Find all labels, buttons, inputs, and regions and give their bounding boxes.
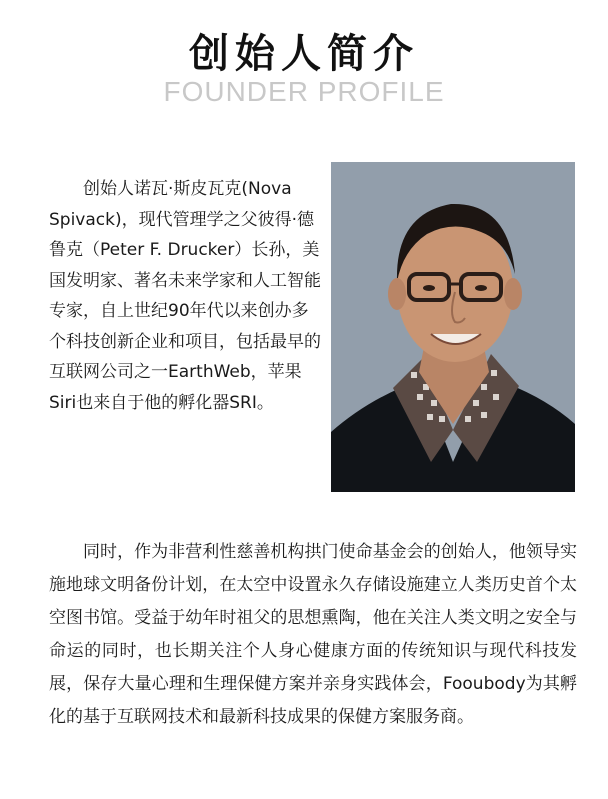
page-title: 创始人简介	[189, 31, 419, 77]
bio-paragraph-1: 创始人诺瓦·斯皮瓦克(Nova Spivack)，现代管理学之父彼得·德鲁克（Peter F. Drucker）长孙，美国发明家、著名未来学家和人工智能专家，自上世纪90年代以来创办多个科技创新企业和项目，包括最早的互联网公司之一EarthWeb，苹果Siri也来自于他的孵化器SRI。	[49, 179, 321, 413]
page-subtitle: FOUNDER PROFILE	[163, 76, 445, 107]
founder-portrait-photo	[331, 162, 575, 492]
portrait-illustration	[331, 162, 575, 492]
bio-paragraph-2: 同时，作为非营利性慈善机构拱门使命基金会的创始人，他领导实施地球文明备份计划，在太空中设置永久存储设施建立人类历史首个太空图书馆。受益于幼年时祖父的思想熏陶，他在关注人类文明之安全与命运的同时，也长期关注个人身心健康方面的传统知识与现代科技发展，保存大量心理和生理保健方案并亲身实践体会，Fooubody为其孵化的基于互联网技术和最新科技成果的保健方案服务商。	[49, 542, 577, 727]
